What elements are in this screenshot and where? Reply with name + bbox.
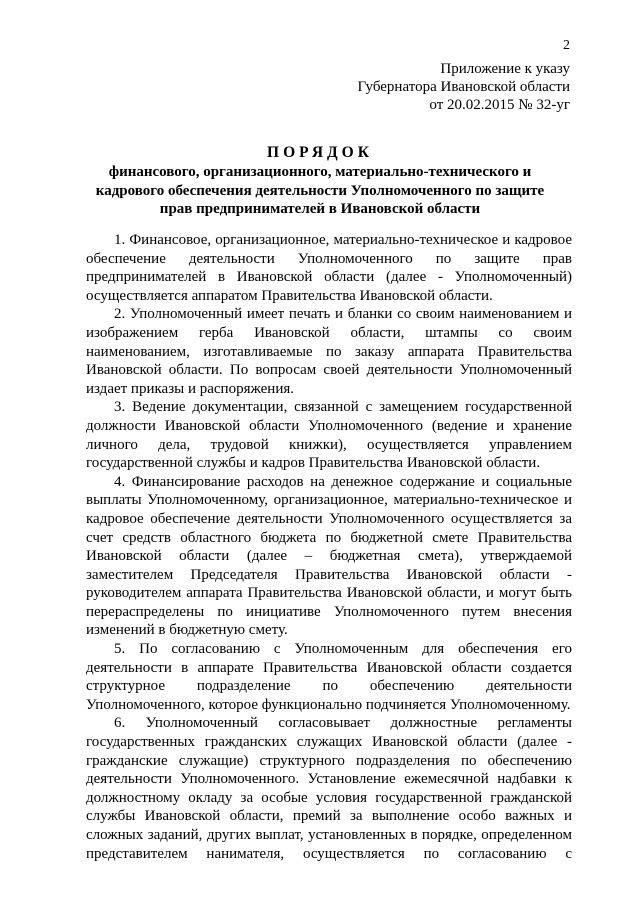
subtitle-line: финансового, организационного, материально-технического и	[108, 164, 532, 180]
subtitle-line: кадрового обеспечения деятельности Уполномоченного по защите	[95, 182, 545, 199]
paragraph-1: 1. Финансовое, организационное, материально-техническое и кадровое обеспечение деятельности Уполномоченного по защите прав предпринимателей в Ивановской области (далее - Уполномоченный) осуществляется аппаратом Правительства Ивановской области.	[86, 232, 572, 304]
appendix-line: Приложение к указу	[440, 61, 570, 77]
document-title: ПОРЯДОК	[267, 144, 373, 161]
paragraph-5: 5. По согласованию с Уполномоченным для обеспечения его деятельности в аппарате Правительства Ивановской области создается структурное подразделение по обеспечению деятельности Уполномоченного, которое функционально подчиняется Уполномоченному.	[86, 641, 572, 713]
paragraph-6: 6. Уполномоченный согласовывает должностные регламенты государственных гражданских служащих Ивановской области (далее - гражданские служащие) структурного подразделения по обеспечению деятельности Уполномоченного. Установление ежемесячной надбавки к должностному окладу за особые условия государственной гражданской службы Ивановской области, премий за выполнение особо важных и сложных заданий, других выплат, установленных в порядке, определенном представителем нанимателя, осуществляется по согласованию с	[86, 715, 572, 862]
appendix-line: Губернатора Ивановской области	[357, 79, 570, 95]
paragraph-2: 2. Уполномоченный имеет печать и бланки со своим наименованием и изображением герба Ивановской области, штампы со своим наименованием, изготавливаемые по заказу аппарата Правительства Ивановской области. По вопросам своей деятельности Уполномоченный издает приказы и распоряжения.	[86, 306, 572, 397]
subtitle-line: прав предпринимателей в Ивановской области	[159, 201, 481, 217]
appendix-line: от 20.02.2015 № 32-уг	[429, 97, 570, 113]
paragraph-3: 3. Ведение документации, связанной с замещением государственной должности Ивановской области Уполномоченного (ведение и хранение личного дела, трудовой книжки), осуществляется управлением государственной службы и кадров Правительства Ивановской области.	[86, 399, 572, 472]
document-subtitle	[0, 163, 640, 219]
paragraph-4: 4. Финансирование расходов на денежное содержание и социальные выплаты Уполномоченному, организационное, материально-техническое и кадровое обеспечение деятельности Уполномоченного осуществляется за счет средств областного бюджета по бюджетной смете Правительства Ивановской области (далее – бюджетная смета), утверждаемой заместителем Председателя Правительства Ивановской области - руководителем аппарата Правительства Ивановской области, и могут быть перераспределены по инициативе Уполномоченного путем внесения изменений в бюджетную смету.	[86, 473, 572, 639]
page-number: 2	[563, 38, 570, 53]
appendix-reference	[357, 60, 570, 114]
document-body	[86, 231, 572, 863]
